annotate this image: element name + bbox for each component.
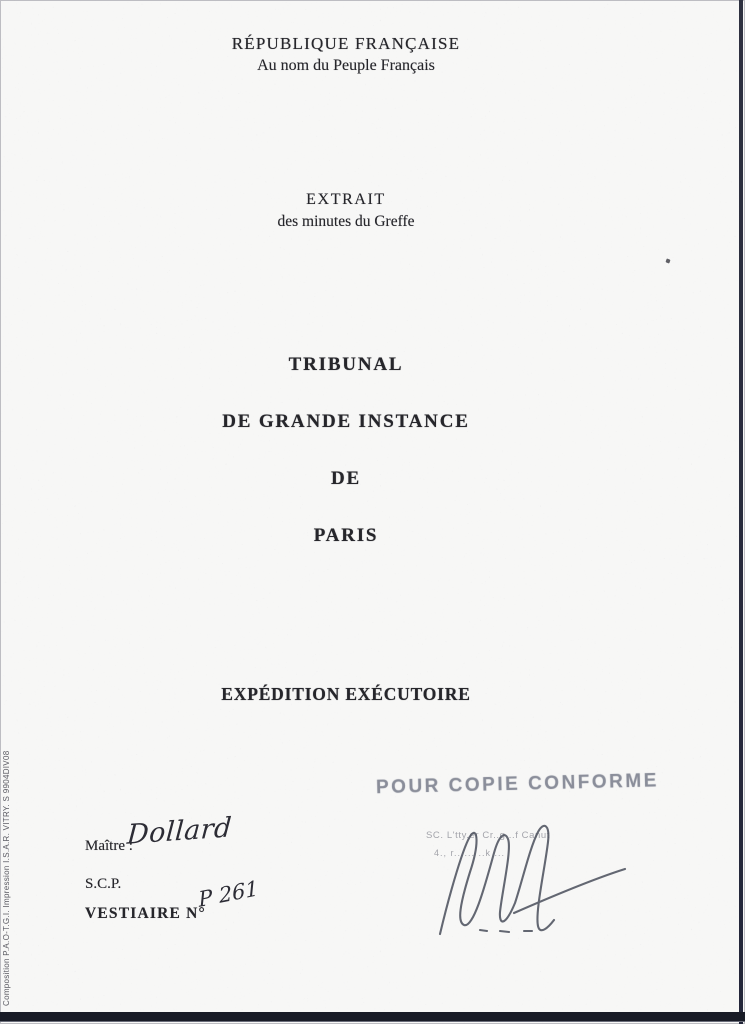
scan-edge-bottom	[0, 1012, 745, 1021]
greffier-signature	[418, 816, 643, 944]
vestiaire-number-handwritten: P 261	[197, 876, 260, 912]
scan-artifact-speck	[665, 258, 670, 263]
tribunal-title-line3: DE	[331, 468, 361, 489]
scp-label: S.C.P.	[85, 876, 122, 892]
maitre-label: Maître :	[85, 838, 133, 854]
tribunal-title-line4: PARIS	[313, 525, 379, 546]
minutes-du-greffe-subheading: des minutes du Greffe	[277, 213, 415, 230]
spine-print-credit: Composition P.A.O-T.G.I. Impression I.S.A.R. VITRY. S 9904DIV08	[2, 750, 11, 1006]
expedition-executoire-heading: EXPÉDITION EXÉCUTOIRE	[221, 684, 471, 704]
stamp-scp-line: SC. L'tty.er Cr..g ..f Canut	[426, 830, 551, 841]
stamp-address-line: 4., r.. ... ..k ...	[434, 848, 506, 858]
republique-heading: RÉPUBLIQUE FRANÇAISE	[231, 34, 461, 53]
vestiaire-label: VESTIAIRE N°	[85, 905, 206, 922]
scan-edge-right	[739, 0, 743, 1024]
tribunal-title-line1: TRIBUNAL	[288, 354, 404, 375]
au-nom-du-peuple-subheading: Au nom du Peuple Français	[257, 57, 435, 74]
pour-copie-conforme-stamp: POUR COPIE CONFORME	[375, 770, 660, 799]
extrait-heading: EXTRAIT	[306, 191, 386, 208]
maitre-name-handwritten: Dollard	[126, 812, 233, 851]
tribunal-title-line2: DE GRANDE INSTANCE	[222, 411, 470, 432]
